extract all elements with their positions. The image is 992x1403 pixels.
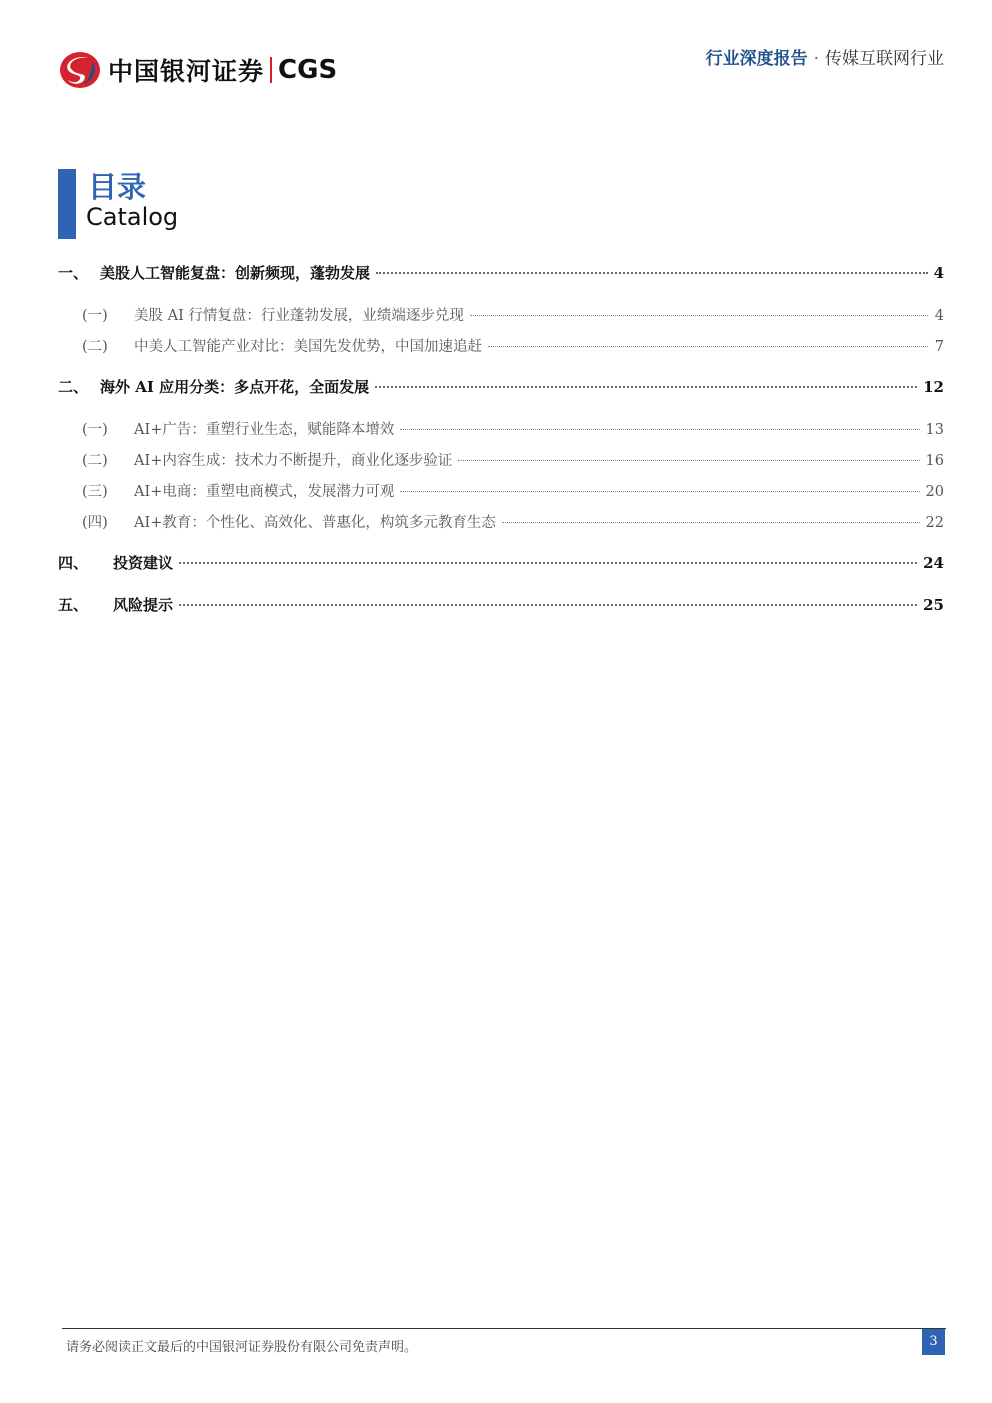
- report-category: [706, 44, 944, 69]
- toc-entry-page: 25: [923, 596, 944, 614]
- toc-entry-page: 12: [923, 378, 944, 396]
- toc-dot-leader: [179, 562, 917, 564]
- toc-entry-page: 7: [934, 339, 944, 355]
- toc-dot-leader: [470, 315, 928, 316]
- toc-section-entry[interactable]: [82, 304, 944, 325]
- header-separator: ·: [813, 49, 819, 69]
- toc-entry-page: 16: [925, 453, 944, 469]
- toc-entry-number: 二、: [58, 378, 89, 396]
- toc-entry-page: 4: [934, 308, 944, 324]
- toc-dot-leader: [375, 386, 917, 388]
- toc-entry-number: (三): [82, 484, 108, 500]
- toc-entry-title: 美股 AI 行情复盘：行业蓬勃发展，业绩端逐步兑现: [134, 308, 464, 324]
- toc-entry-page: 20: [925, 484, 944, 500]
- catalog-accent-bar: [58, 169, 76, 239]
- toc-chapter-entry[interactable]: [58, 376, 944, 397]
- logo-chinese-text: 中国银河证券: [108, 57, 265, 86]
- page-number: 3: [922, 1329, 945, 1355]
- toc-entry-page: 4: [933, 264, 944, 282]
- toc-entry-title: 美股人工智能复盘：创新频现，蓬勃发展: [100, 264, 371, 282]
- toc-entry-title: AI+教育：个性化、高效化、普惠化，构筑多元教育生态: [134, 515, 496, 531]
- toc-entry-number: 四、: [58, 554, 89, 572]
- toc-section-entry[interactable]: [82, 335, 944, 356]
- toc-section-entry[interactable]: [82, 511, 944, 532]
- toc-dot-leader: [400, 491, 919, 492]
- toc-entry-page: 13: [925, 422, 944, 438]
- toc-section-entry[interactable]: [82, 480, 944, 501]
- toc-entry-title: 中美人工智能产业对比：美国先发优势，中国加速追赶: [134, 339, 482, 355]
- report-type: 行业深度报告: [705, 49, 808, 69]
- toc-chapter-entry[interactable]: [58, 552, 944, 573]
- toc-entry-title: AI+广告：重塑行业生态，赋能降本增效: [134, 422, 395, 438]
- page-header: [0, 0, 992, 100]
- toc-entry-title: 风险提示: [113, 596, 174, 614]
- toc-dot-leader: [488, 346, 928, 347]
- toc-section-entry[interactable]: [82, 449, 944, 470]
- cgs-logo-icon: [58, 50, 102, 90]
- toc-chapter-entry[interactable]: [58, 594, 944, 615]
- toc-entry-number: (二): [82, 453, 108, 469]
- logo-english-text: CGS: [278, 55, 338, 85]
- toc-entry-number: (二): [82, 339, 108, 355]
- toc-entry-number: 五、: [58, 596, 89, 614]
- toc-dot-leader: [179, 604, 917, 606]
- toc-entry-number: (四): [82, 515, 108, 531]
- toc-entry-number: 一、: [58, 264, 89, 282]
- toc-dot-leader: [376, 272, 928, 274]
- toc-entry-page: 22: [925, 515, 944, 531]
- toc-entry-title: AI+内容生成：技术力不断提升，商业化逐步验证: [134, 453, 453, 469]
- toc-entry-number: (一): [82, 308, 108, 324]
- toc-entry-page: 24: [923, 554, 944, 572]
- company-logo: [58, 50, 337, 90]
- toc-entry-title: AI+电商：重塑电商模式，发展潜力可观: [134, 484, 395, 500]
- toc-section-entry[interactable]: [82, 418, 944, 439]
- toc-entry-title: 投资建议: [113, 554, 174, 572]
- logo-separator: [270, 57, 272, 83]
- toc-chapter-entry[interactable]: [58, 262, 944, 283]
- toc-entry-title: 海外 AI 应用分类：多点开花，全面发展: [100, 378, 370, 396]
- catalog-title-cn: 目录: [88, 170, 147, 204]
- toc-dot-leader: [458, 460, 919, 461]
- footer-divider: [62, 1328, 946, 1329]
- toc-entry-number: (一): [82, 422, 108, 438]
- toc-dot-leader: [502, 522, 920, 523]
- footer-disclaimer: 请务必阅读正文最后的中国银河证券股份有限公司免责声明。: [66, 1340, 418, 1355]
- industry-name: 传媒互联网行业: [825, 49, 944, 69]
- catalog-title-en: Catalog: [86, 203, 179, 231]
- toc-dot-leader: [400, 429, 919, 430]
